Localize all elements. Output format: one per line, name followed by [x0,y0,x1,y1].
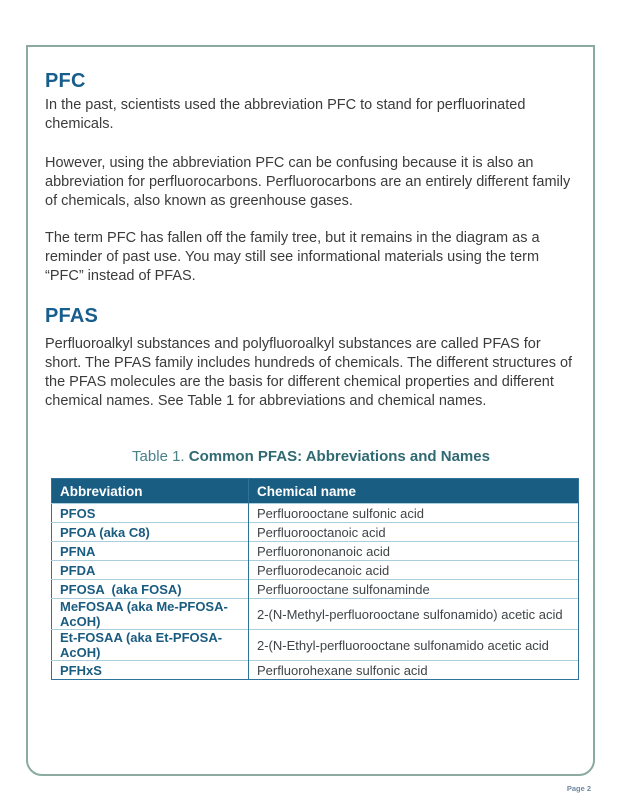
section-heading-pfas: PFAS [45,305,99,327]
abbreviation-cell: PFOSA (aka FOSA) [52,580,249,599]
chemical-name-cell: 2-(N-Ethyl-perfluorooctane sulfonamido acetic acid [249,630,579,661]
chemical-name-cell: Perfluorodecanoic acid [249,561,579,580]
table-row [52,542,579,561]
table-row [52,599,579,630]
column-header-abbreviation: Abbreviation [52,479,249,504]
table-row [52,504,579,523]
chemical-name-cell: Perfluorooctanoic acid [249,523,579,542]
paragraph-pfc-3: The term PFC has fallen off the family tree, but it remains in the diagram as a reminder of past use. You may still see informational materials using the term “PFC” instead of PFAS. [45,230,540,284]
abbreviation-cell: PFOA (aka C8) [52,523,249,542]
abbreviation-cell: PFOS [52,504,249,523]
chemical-name-cell: Perfluorooctane sulfonaminde [249,580,579,599]
table-row [52,580,579,599]
table-header-row [52,479,579,504]
abbreviation-cell: MeFOSAA (aka Me-PFOSA-AcOH) [52,599,249,630]
abbreviation-cell: PFDA [52,561,249,580]
table-row [52,561,579,580]
table-caption-number: Table 1. [132,448,189,465]
pfas-abbreviations-table [51,478,579,680]
chemical-name-cell: 2-(N-Methyl-perfluorooctane sulfonamido) acetic acid [249,599,579,630]
table-row [52,523,579,542]
paragraph-pfc-2: However, using the abbreviation PFC can be confusing because it is also an abbreviation for perfluorocarbons. Perfluorocarbons are an entirely different family of chemicals, also known as greenhouse gases. [45,155,571,209]
table-caption [45,448,577,465]
chemical-name-cell: Perfluorooctane sulfonic acid [249,504,579,523]
section-heading-pfc: PFC [45,70,86,92]
page-content [45,0,577,804]
abbreviation-cell: PFHxS [52,661,249,680]
paragraph-pfas-1: Perfluoroalkyl substances and polyfluoroalkyl substances are called PFAS for short. The PFAS family includes hundreds of chemicals. The different structures of the PFAS molecules are the basis for different chemical properties and different chemical names. See Table 1 for abbreviations and chemical names. [45,336,573,409]
table-caption-title: Common PFAS: Abbreviations and Names [188,448,490,465]
chemical-name-cell: Perfluorononanoic acid [249,542,579,561]
chemical-name-cell: Perfluorohexane sulfonic acid [249,661,579,680]
abbreviation-cell: Et-FOSAA (aka Et-PFOSA-AcOH) [52,630,249,661]
paragraph-pfc-1: In the past, scientists used the abbreviation PFC to stand for perfluorinated chemicals. [45,97,526,132]
page-number-label: Page 2 [566,784,591,793]
table-row [52,661,579,680]
column-header-chemical-name: Chemical name [249,479,579,504]
table-row [52,630,579,661]
abbreviation-cell: PFNA [52,542,249,561]
